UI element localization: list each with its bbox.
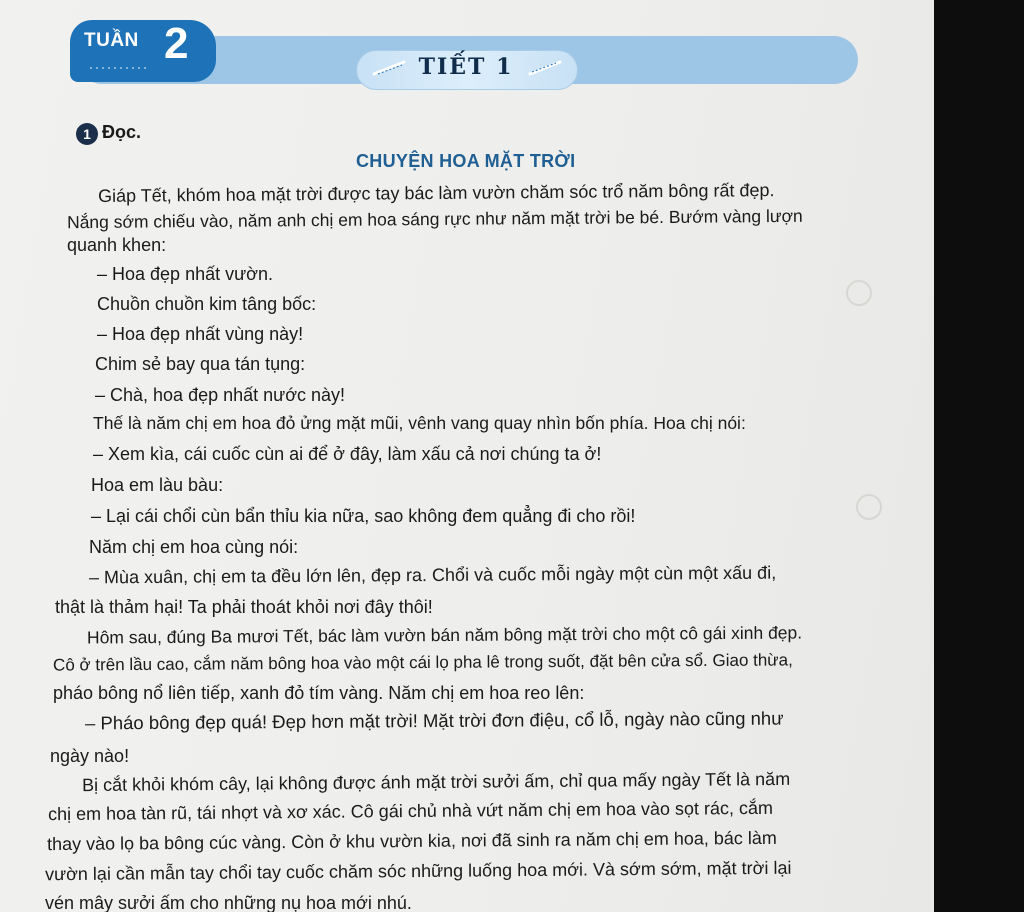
story-line: vườn lại cần mẫn tay chổi tay cuốc chăm sóc những luống hoa mới. Và sớm sớm, mặt trời lại <box>44 857 792 885</box>
story-line: chị em hoa tàn rũ, tái nhợt và xơ xác. Cô gái chủ nhà vứt năm chị em hoa vào sọt rác, cắm <box>47 797 774 825</box>
story-line: – Hoa đẹp nhất vùng này! <box>97 324 304 344</box>
bleed-through-circle <box>846 280 872 306</box>
story-line: Hôm sau, đúng Ba mươi Tết, bác làm vườn bán năm bông mặt trời cho một cô gái xinh đẹp. <box>86 622 803 648</box>
story-line: pháo bông nổ liên tiếp, xanh đỏ tím vàng. Năm chị em hoa reo lên: <box>53 683 585 703</box>
story-line: thật là thảm hại! Ta phải thoát khỏi nơi đây thôi! <box>55 597 433 617</box>
story-line: Năm chị em hoa cùng nói: <box>89 537 299 557</box>
story-line: – Chà, hoa đẹp nhất nước này! <box>95 385 346 405</box>
story-line: – Lại cái chổi cùn bẩn thỉu kia nữa, sao không đem quẳng đi cho rồi! <box>91 506 636 526</box>
story-title: CHUYỆN HOA MẶT TRỜI <box>356 151 576 171</box>
story-line: ngày nào! <box>50 746 130 766</box>
story-line: Giáp Tết, khóm hoa mặt trời được tay bác làm vườn chăm sóc trổ năm bông rất đẹp. <box>97 180 775 206</box>
story-line: Nắng sớm chiếu vào, năm anh chị em hoa sáng rực như năm mặt trời be bé. Bướm vàng lượn <box>66 205 803 233</box>
background-edge <box>934 0 1024 912</box>
bleed-through-circle <box>856 494 882 520</box>
section-number-badge: 1 <box>76 123 98 145</box>
story-line: quanh khen: <box>67 235 167 255</box>
story-line: – Pháo bông đẹp quá! Đẹp hơn mặt trời! Mặt trời đơn điệu, cổ lỗ, ngày nào cũng như <box>84 707 784 734</box>
story-line: Thế là năm chị em hoa đỏ ửng mặt mũi, vênh vang quay nhìn bốn phía. Hoa chị nói: <box>93 413 746 433</box>
section-title: Đọc. <box>102 122 142 142</box>
story-line: Bị cắt khỏi khóm cây, lại không được ánh mặt trời sưởi ấm, chỉ qua mấy ngày Tết là năm <box>81 768 791 796</box>
story-line: thay vào lọ ba bông cúc vàng. Còn ở khu vườn kia, nơi đã sinh ra năm chị em hoa, bác làm <box>46 827 777 855</box>
lesson-label: TIẾT 1 <box>418 54 514 80</box>
week-number: 2 <box>164 19 189 68</box>
story-line: – Hoa đẹp nhất vườn. <box>97 264 273 284</box>
story-line: – Mùa xuân, chị em ta đều lớn lên, đẹp ra. Chổi và cuốc mỗi ngày một cùn một xấu đi, <box>88 562 777 588</box>
week-badge-dots <box>88 66 148 70</box>
story-line: Cô ở trên lầu cao, cắm năm bông hoa vào một cái lọ pha lê trong suốt, đặt bên cửa sổ. Giao thừa, <box>52 650 793 675</box>
story-line: – Xem kìa, cái cuốc cùn ai để ở đây, làm xấu cả nơi chúng ta ở! <box>93 444 602 464</box>
story-line: Hoa em làu bàu: <box>91 475 224 495</box>
story-line: Chim sẻ bay qua tán tụng: <box>95 354 306 374</box>
story-line: Chuồn chuồn kim tâng bốc: <box>97 294 317 314</box>
story-line: vén mây sưởi ấm cho những nụ hoa mới nhú. <box>45 893 412 912</box>
pencil-stroke-icon <box>528 60 562 76</box>
week-label: TUẦN <box>84 30 139 51</box>
